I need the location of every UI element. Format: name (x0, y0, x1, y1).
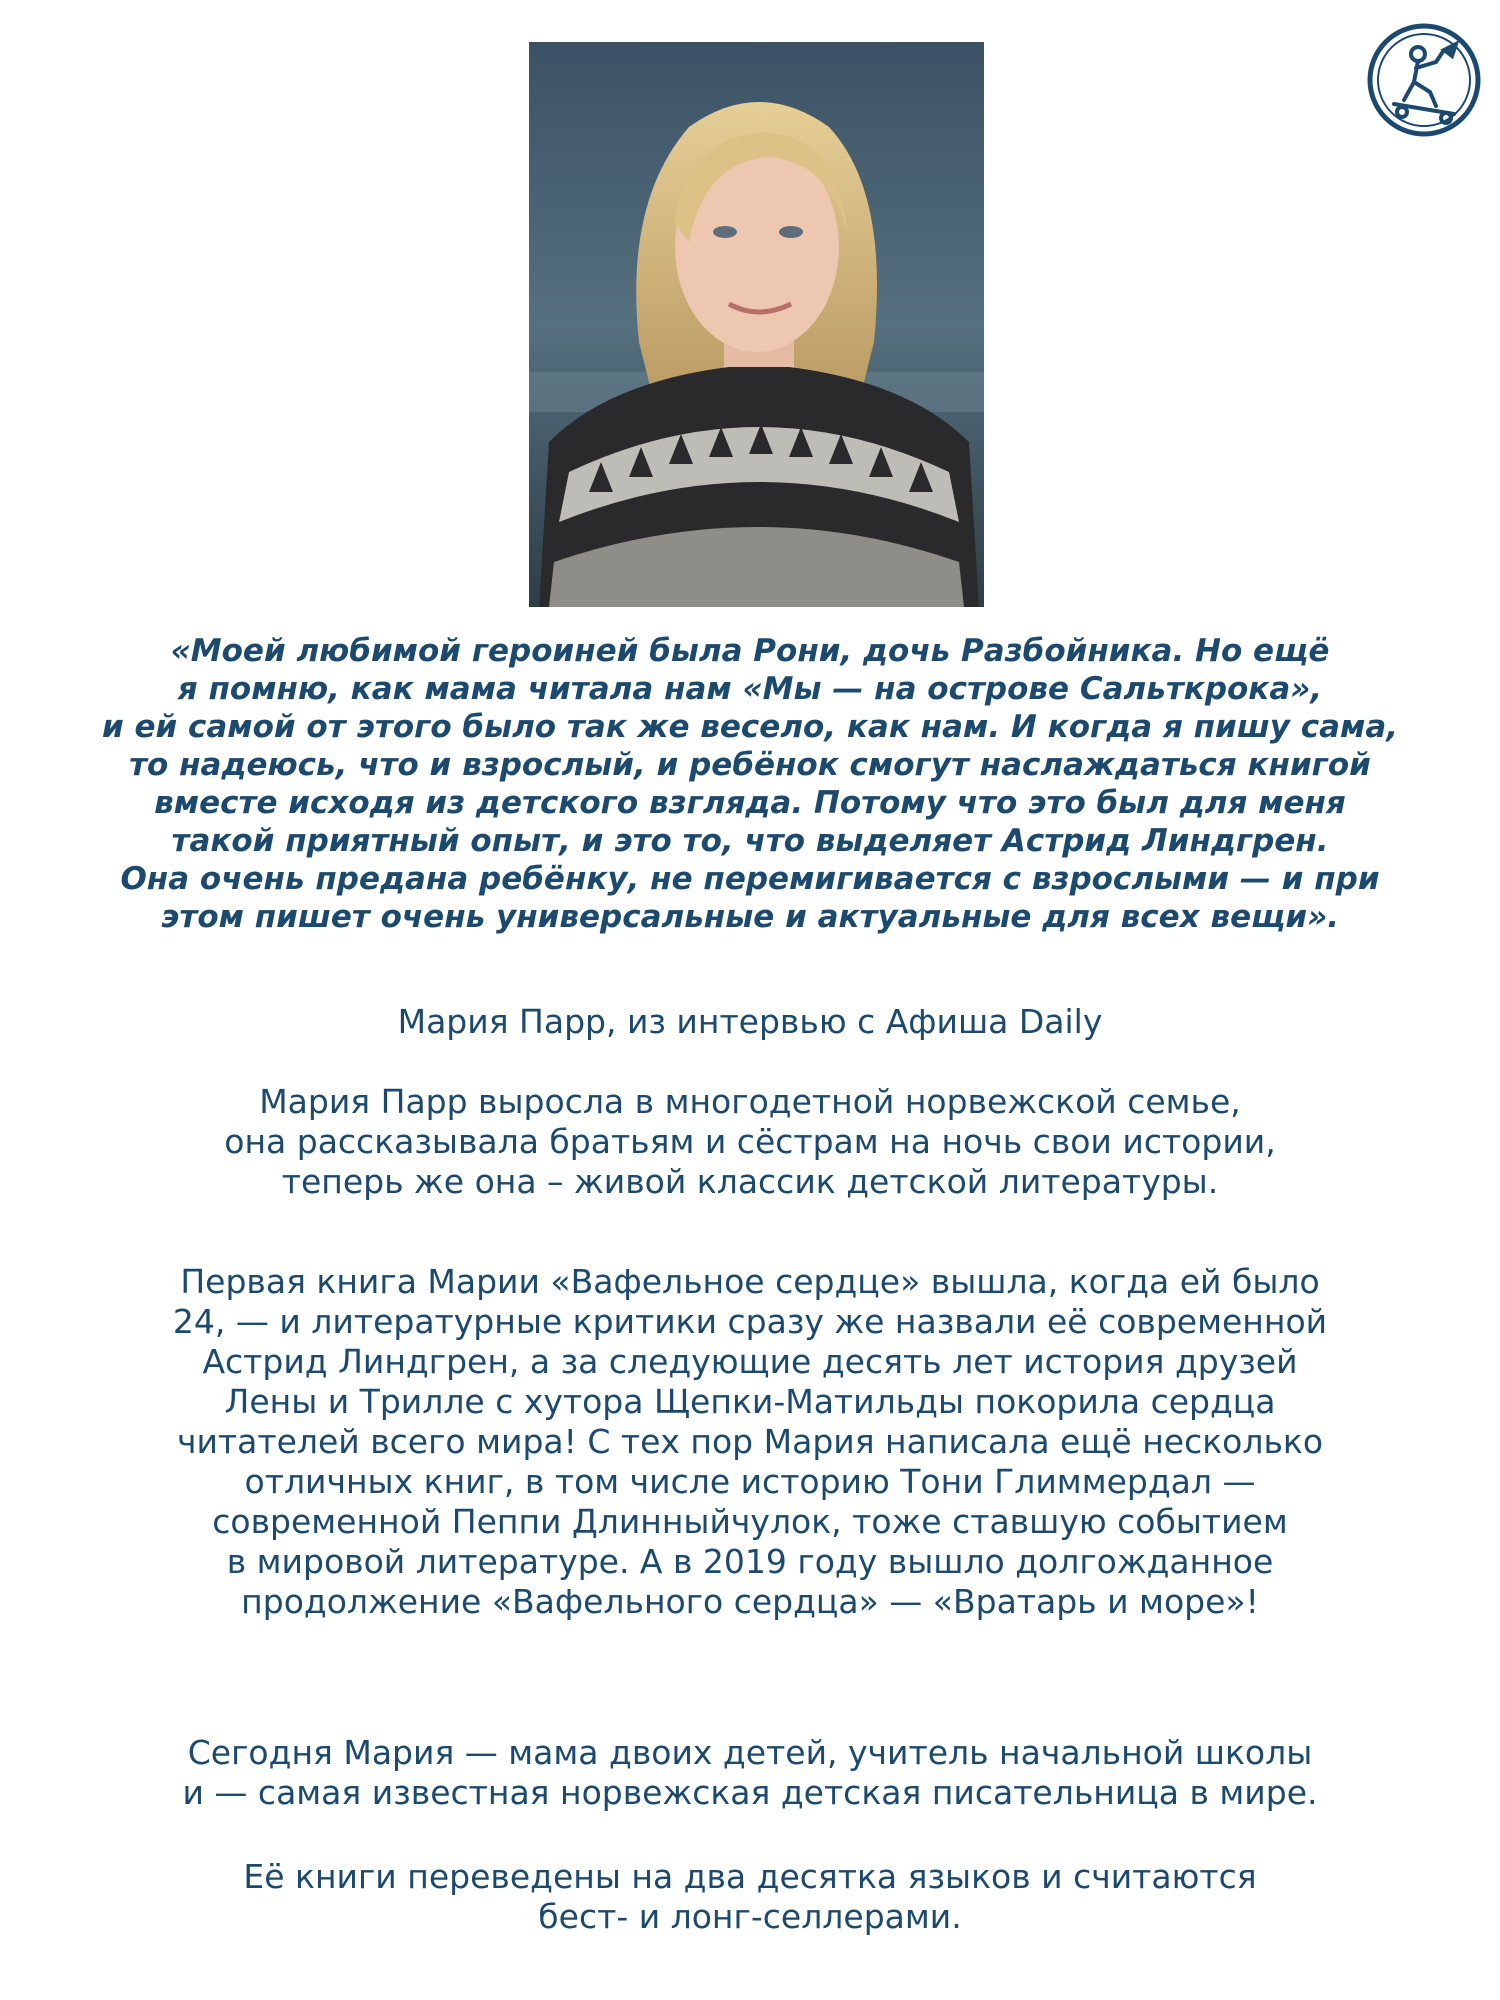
paragraph-line: читателей всего мира! С тех пор Мария написала ещё несколько (176, 1422, 1324, 1461)
portrait-photo (529, 42, 984, 607)
quote-attribution: Мария Парр, из интервью с Афиша Daily (397, 1002, 1103, 1041)
paragraph-today (30, 1733, 1470, 1813)
paragraph-first-book (30, 1262, 1470, 1622)
paragraph-line: продолжение «Вафельного сердца» — «Вратарь и море»! (241, 1582, 1259, 1621)
paragraph-line: современной Пеппи Длинныйчулок, тоже ставшую событием (212, 1502, 1288, 1541)
paragraph-line: Её книги переведены на два десятка языков и считаются (243, 1857, 1257, 1896)
quote-line: я помню, как мама читала нам «Мы — на острове Сальткрока», (177, 671, 1323, 707)
quote-line: то надеюсь, что и взрослый, и ребёнок смогут наслаждаться книгой (129, 747, 1371, 783)
paragraph-line: и — самая известная норвежская детская писательница в мире. (182, 1773, 1318, 1812)
quote-line: такой приятный опыт, и это то, что выделяет Астрид Линдгрен. (171, 823, 1329, 859)
paragraph-line: Лены и Трилле с хутора Щепки-Матильды покорила сердца (224, 1382, 1276, 1421)
paragraph-line: в мировой литературе. А в 2019 году вышло долгожданное (226, 1542, 1274, 1581)
paragraph-line: отличных книг, в том числе историю Тони Глиммердал — (244, 1462, 1256, 1501)
quote-line: вместе исходя из детского взгляда. Потому что это был для меня (154, 785, 1346, 821)
paragraph-line: Первая книга Марии «Вафельное сердце» вышла, когда ей было (180, 1262, 1320, 1301)
paragraph-translations (30, 1857, 1470, 1937)
paragraph-line: теперь же она – живой классик детской литературы. (281, 1162, 1219, 1201)
paragraph-line: Мария Парр выросла в многодетной норвежской семье, (259, 1082, 1241, 1121)
quote-line: «Моей любимой героиней была Рони, дочь Разбойника. Но ещё (170, 633, 1330, 669)
paragraph-biography (30, 1082, 1470, 1202)
paragraph-line: 24, — и литературные критики сразу же назвали её современной (172, 1302, 1328, 1341)
paragraph-line: она рассказывала братьям и сёстрам на ночь свои истории, (224, 1122, 1276, 1161)
quote-line: Она очень предана ребёнку, не перемигивается с взрослыми — и при (120, 861, 1380, 897)
paragraph-line: Сегодня Мария — мама двоих детей, учитель начальной школы (187, 1733, 1313, 1772)
author-quote (30, 632, 1470, 936)
portrait-illustration (529, 42, 984, 607)
publisher-logo-icon (1366, 22, 1482, 138)
quote-line: этом пишет очень универсальные и актуальные для всех вещи». (160, 899, 1340, 935)
quote-line: и ей самой от этого было так же весело, как нам. И когда я пишу сама, (101, 709, 1399, 745)
paragraph-line: бест- и лонг-селлерами. (538, 1897, 962, 1936)
paragraph-line: Астрид Линдгрен, а за следующие десять лет история друзей (202, 1342, 1298, 1381)
